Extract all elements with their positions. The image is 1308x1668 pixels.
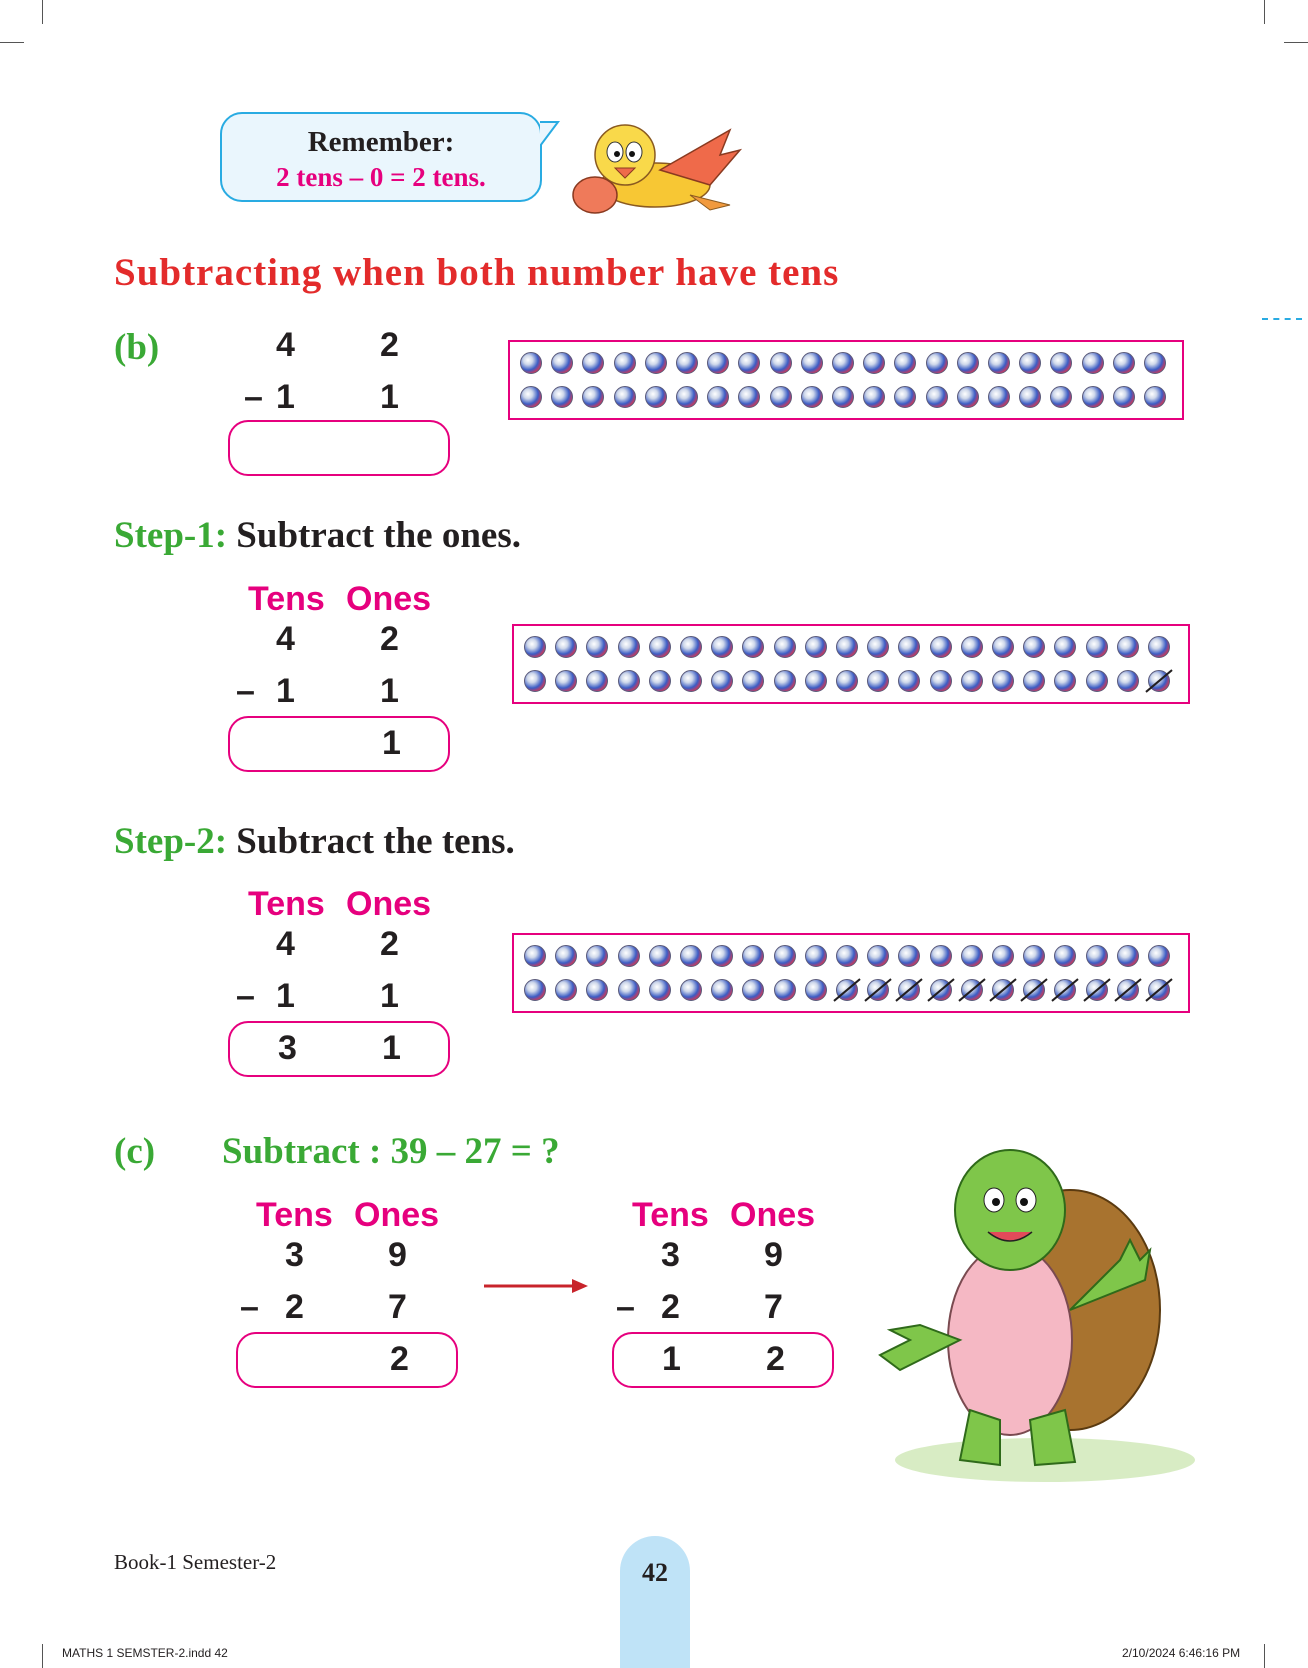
bead: [676, 386, 698, 408]
crop-mark: [1264, 0, 1265, 24]
bead: [1023, 636, 1045, 658]
bead: [774, 979, 796, 1001]
bead: [742, 670, 764, 692]
c-left-answer-box[interactable]: [236, 1332, 458, 1388]
bead: [555, 979, 577, 1001]
bead: [832, 386, 854, 408]
bead: [711, 670, 733, 692]
step1-tens-header: Tens: [248, 580, 325, 618]
bead: [1144, 352, 1166, 374]
bead: [774, 670, 796, 692]
b-bottom-ones: 1: [380, 378, 399, 416]
crop-mark: [1264, 1644, 1265, 1668]
turtle-illustration: [870, 1140, 1210, 1500]
bead: [645, 386, 667, 408]
c-left-top-tens: 3: [285, 1236, 304, 1274]
bead: [1082, 352, 1104, 374]
bead: [582, 352, 604, 374]
bead: [894, 386, 916, 408]
bead: [707, 352, 729, 374]
bead: [586, 670, 608, 692]
part-c-label: (c): [114, 1131, 156, 1172]
step1-ones-header: Ones: [346, 580, 432, 618]
c-right-answer-tens: 1: [662, 1340, 681, 1378]
step1-text: Subtract the ones.: [236, 515, 521, 556]
footer-book: Book-1 Semester-2: [114, 1550, 277, 1574]
bead: [1117, 670, 1139, 692]
part-c-question: Subtract : 39 – 27 = ?: [222, 1131, 560, 1172]
s2-top-ones: 2: [380, 925, 399, 963]
bead: [738, 386, 760, 408]
bead: [1023, 945, 1045, 967]
s2-minus: –: [236, 977, 255, 1015]
bead: [992, 636, 1014, 658]
c-left-bottom-tens: 2: [285, 1288, 304, 1326]
bead: [586, 979, 608, 1001]
step1-line: [114, 514, 521, 557]
bead: [1144, 386, 1166, 408]
bead: [1054, 670, 1076, 692]
bead: [555, 945, 577, 967]
bubble-tail: [540, 120, 560, 150]
bead: [1117, 636, 1139, 658]
step2-ones-header: Ones: [346, 885, 432, 923]
crop-mark: [0, 42, 24, 43]
remember-bubble: [220, 112, 542, 202]
bead: [1117, 945, 1139, 967]
bead: [988, 352, 1010, 374]
bead: [988, 386, 1010, 408]
bead: [555, 636, 577, 658]
arrow-icon: [482, 1276, 592, 1296]
bead: [551, 352, 573, 374]
bead: [1023, 670, 1045, 692]
bead: [1054, 636, 1076, 658]
bead: [836, 945, 858, 967]
bead: [930, 636, 952, 658]
bead: [930, 945, 952, 967]
bead: [707, 386, 729, 408]
bead: [898, 636, 920, 658]
bead: [957, 352, 979, 374]
bead: [867, 670, 889, 692]
bead: [649, 945, 671, 967]
bead: [676, 352, 698, 374]
bead: [898, 945, 920, 967]
step1-label: Step-1:: [114, 515, 228, 556]
bead: [898, 670, 920, 692]
bead: [742, 945, 764, 967]
slug-file: MATHS 1 SEMSTER-2.indd 42: [62, 1646, 228, 1660]
bead: [805, 636, 827, 658]
bead: [1086, 945, 1108, 967]
bead: [867, 636, 889, 658]
bead: [524, 636, 546, 658]
bead: [805, 670, 827, 692]
bead: [961, 945, 983, 967]
bead: [618, 945, 640, 967]
bead: [957, 386, 979, 408]
c-left-bottom-ones: 7: [388, 1288, 407, 1326]
bead: [524, 945, 546, 967]
c-right-bottom-ones: 7: [764, 1288, 783, 1326]
bead: [863, 386, 885, 408]
step2-text: Subtract the tens.: [236, 821, 515, 862]
s1-answer-ones: 1: [382, 724, 401, 762]
bead: [586, 945, 608, 967]
step2-label: Step-2:: [114, 821, 228, 862]
b-minus: –: [244, 378, 263, 416]
bead: [801, 352, 823, 374]
bead: [614, 386, 636, 408]
bead: [1113, 352, 1135, 374]
crop-mark: [42, 0, 43, 24]
bead: [1113, 386, 1135, 408]
bead: [618, 670, 640, 692]
bead: [1148, 636, 1170, 658]
s2-answer-box[interactable]: [228, 1021, 450, 1077]
bead: [961, 636, 983, 658]
page-tab: [620, 1536, 690, 1668]
bead: [1086, 636, 1108, 658]
bead: [926, 352, 948, 374]
b-top-tens: 4: [276, 326, 295, 364]
b-top-ones: 2: [380, 326, 399, 364]
c-right-top-ones: 9: [764, 1236, 783, 1274]
s1-bottom-tens: 1: [276, 672, 295, 710]
bead: [894, 352, 916, 374]
bead: [770, 352, 792, 374]
step2-line: [114, 820, 515, 863]
bead: [1050, 352, 1072, 374]
bead: [1019, 386, 1041, 408]
bead: [618, 636, 640, 658]
bead: [832, 352, 854, 374]
bead: [680, 945, 702, 967]
bead: [836, 636, 858, 658]
bead: [801, 386, 823, 408]
c-right-ones-header: Ones: [730, 1196, 816, 1234]
slug-date: 2/10/2024 6:46:16 PM: [1122, 1646, 1241, 1660]
c-left-minus: –: [240, 1288, 259, 1326]
bead: [645, 352, 667, 374]
remember-text: 2 tens – 0 = 2 tens.: [276, 162, 486, 192]
bead: [680, 979, 702, 1001]
bead: [711, 945, 733, 967]
s2-answer-tens: 3: [278, 1029, 297, 1067]
bead: [711, 979, 733, 1001]
s1-top-ones: 2: [380, 620, 399, 658]
bead: [805, 945, 827, 967]
bead: [582, 386, 604, 408]
s2-answer-ones: 1: [382, 1029, 401, 1067]
s2-top-tens: 4: [276, 925, 295, 963]
c-right-minus: –: [616, 1288, 635, 1326]
bead: [738, 352, 760, 374]
bead: [680, 636, 702, 658]
bead: [836, 670, 858, 692]
bead: [930, 670, 952, 692]
bead: [614, 352, 636, 374]
bead: [1148, 945, 1170, 967]
bead: [992, 670, 1014, 692]
bead: [961, 670, 983, 692]
bead: [586, 636, 608, 658]
page-number: 42: [642, 1558, 668, 1587]
section-heading: Subtracting when both number have tens: [114, 251, 840, 294]
bead: [1086, 670, 1108, 692]
bead: [863, 352, 885, 374]
bird-illustration: [560, 110, 750, 230]
bead: [774, 945, 796, 967]
bead: [1082, 386, 1104, 408]
s2-bottom-tens: 1: [276, 977, 295, 1015]
s1-answer-box[interactable]: [228, 716, 450, 772]
step2-tens-header: Tens: [248, 885, 325, 923]
bead: [618, 979, 640, 1001]
bead: [742, 636, 764, 658]
bead: [649, 979, 671, 1001]
bead-frame-step1: [512, 624, 1190, 704]
bead: [774, 636, 796, 658]
bead: [520, 386, 542, 408]
c-left-top-ones: 9: [388, 1236, 407, 1274]
c-right-bottom-tens: 2: [661, 1288, 680, 1326]
b-answer-box[interactable]: [228, 420, 450, 476]
part-b-label: (b): [114, 327, 160, 368]
s1-minus: –: [236, 672, 255, 710]
bead: [520, 352, 542, 374]
c-left-ones-header: Ones: [354, 1196, 440, 1234]
bead: [711, 636, 733, 658]
c-right-answer-box[interactable]: [612, 1332, 834, 1388]
bead: [680, 670, 702, 692]
c-right-tens-header: Tens: [632, 1196, 709, 1234]
bead: [770, 386, 792, 408]
bead: [555, 670, 577, 692]
s2-bottom-ones: 1: [380, 977, 399, 1015]
c-left-answer-ones: 2: [390, 1340, 409, 1378]
crop-mark: [1284, 42, 1308, 43]
bead: [926, 386, 948, 408]
b-bottom-tens: 1: [276, 378, 295, 416]
c-left-tens-header: Tens: [256, 1196, 333, 1234]
bead: [551, 386, 573, 408]
s1-top-tens: 4: [276, 620, 295, 658]
bead: [1050, 386, 1072, 408]
bead: [1054, 945, 1076, 967]
c-right-top-tens: 3: [661, 1236, 680, 1274]
c-right-answer-ones: 2: [766, 1340, 785, 1378]
margin-guide: [1262, 318, 1302, 320]
crop-mark: [42, 1644, 43, 1668]
bead: [742, 979, 764, 1001]
bead: [867, 945, 889, 967]
bead: [1019, 352, 1041, 374]
bead-frame-step2: [512, 933, 1190, 1013]
bead: [805, 979, 827, 1001]
bead: [649, 636, 671, 658]
bead: [649, 670, 671, 692]
remember-title: Remember:: [307, 126, 455, 158]
s1-bottom-ones: 1: [380, 672, 399, 710]
bead: [524, 670, 546, 692]
bead: [992, 945, 1014, 967]
bead-frame-b: [508, 340, 1184, 420]
bead: [524, 979, 546, 1001]
